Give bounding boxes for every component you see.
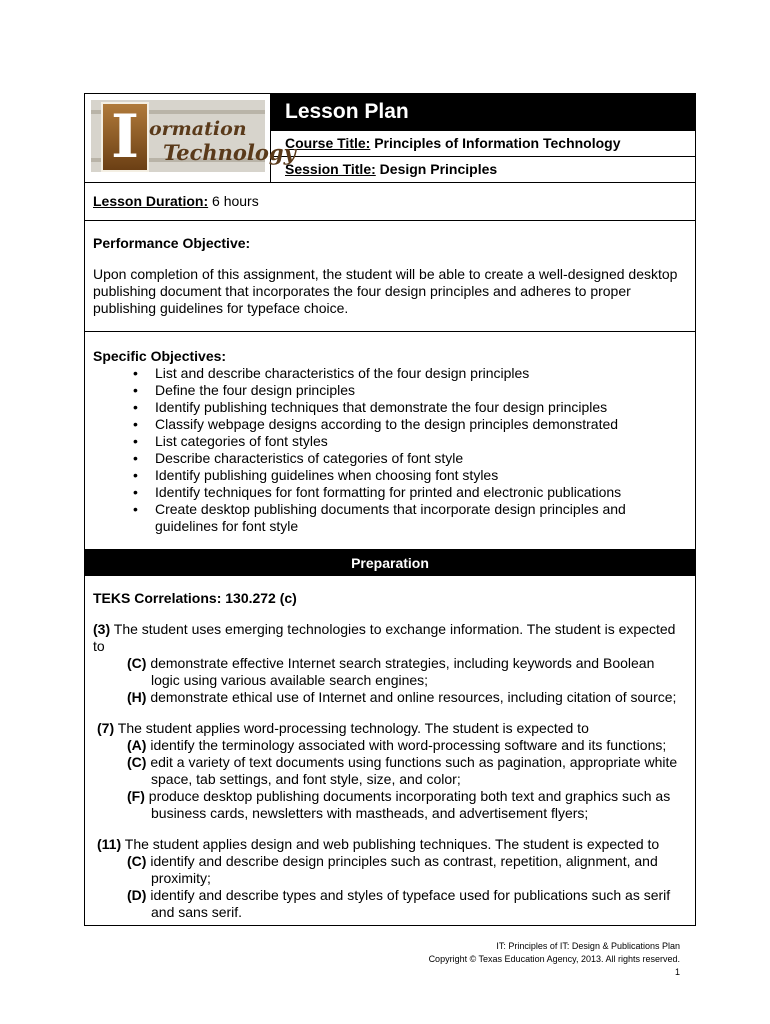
objective-item: • List categories of font styles	[155, 433, 687, 450]
sub-item-text: demonstrate effective Internet search strategies, including keywords and Boolean logic using various available search engines;	[146, 655, 655, 688]
standard-number: (11)	[97, 836, 122, 852]
footer-line-1: IT: Principles of IT: Design & Publications Plan	[496, 941, 680, 951]
footer	[280, 940, 680, 979]
logo-word-2: Technology	[163, 140, 296, 165]
sub-item-text: edit a variety of text documents using functions such as pagination, appropriate white space, tab settings, and font style, size, and color;	[146, 754, 678, 787]
performance-text: Upon completion of this assignment, the student will be able to create a well-designed desktop publishing document that incorporates the four design principles and adheres to proper publishing guidelines for typeface choice.	[93, 266, 678, 316]
session-label: Session Title:	[285, 161, 376, 177]
teks-standards	[93, 621, 687, 921]
standard-sub-item	[93, 689, 687, 706]
session-value: Design Principles	[379, 161, 498, 177]
standard-sub-item	[93, 737, 687, 754]
objective-item: • Classify webpage designs according to the design principles demonstrated	[155, 416, 687, 433]
standard-text: The student applies design and web publishing techniques. The student is expected to	[121, 836, 660, 852]
standard-text: The student uses emerging technologies to exchange information. The student is expected to	[93, 621, 676, 654]
information-technology-logo	[91, 100, 296, 172]
standard-sub-item	[93, 754, 687, 788]
sub-item-text: identify and describe types and styles of typeface used for publications such as serif and sans serif.	[146, 887, 671, 920]
sub-item-text: demonstrate ethical use of Internet and online resources, including citation of source;	[146, 689, 677, 705]
standard-sub-item	[93, 887, 687, 921]
teks-standard	[93, 621, 687, 706]
duration-value: 6 hours	[212, 193, 259, 209]
specific-objectives	[85, 332, 695, 550]
sub-item-letter: (H)	[127, 689, 147, 705]
duration-label: Lesson Duration:	[93, 193, 209, 209]
teks-correlations	[85, 576, 695, 925]
header	[85, 94, 695, 183]
objective-item: • Identify publishing guidelines when choosing font styles	[155, 467, 687, 484]
standard-sub-item	[93, 853, 687, 887]
objective-item: • Create desktop publishing documents that incorporate design principles and guidelines for font style	[155, 501, 687, 535]
logo-cell	[85, 94, 296, 182]
teks-heading: TEKS Correlations: 130.272 (c)	[93, 590, 297, 606]
preparation-bar: Preparation	[85, 550, 695, 576]
objective-item: • Identify publishing techniques that demonstrate the four design principles	[155, 399, 687, 416]
lesson-duration	[85, 183, 695, 221]
logo-letter: I	[101, 102, 149, 172]
sub-item-letter: (F)	[127, 788, 145, 804]
performance-heading: Performance Objective:	[93, 235, 251, 251]
sub-item-letter: (C)	[127, 754, 147, 770]
sub-item-letter: (D)	[127, 887, 147, 903]
lesson-plan-page	[84, 93, 696, 926]
standard-sub-item	[93, 788, 687, 822]
sub-item-text: produce desktop publishing documents incorporating both text and graphics such as business cards, newsletters with mastheads, and advertisement flyers;	[144, 788, 671, 821]
standard-number: (7)	[97, 720, 115, 736]
course-value: Principles of Information Technology	[374, 135, 621, 151]
specific-heading: Specific Objectives:	[93, 348, 227, 364]
sub-item-text: identify the terminology associated with word-processing software and its functions;	[146, 737, 667, 753]
objectives-list	[93, 365, 687, 535]
objective-item: • List and describe characteristics of the four design principles	[155, 365, 687, 382]
course-label: Course Title:	[285, 135, 371, 151]
sub-item-letter: (C)	[127, 655, 147, 671]
sub-item-text: identify and describe design principles such as contrast, repetition, alignment, and proximity;	[146, 853, 658, 886]
standard-text: The student applies word-processing technology. The student is expected to	[114, 720, 589, 736]
course-title	[271, 131, 695, 157]
teks-standard	[93, 720, 687, 822]
standard-sub-item	[93, 655, 687, 689]
standard-number: (3)	[93, 621, 111, 637]
footer-copyright: Copyright © Texas Education Agency, 2013. All rights reserved.	[428, 954, 680, 964]
teks-standard	[93, 836, 687, 921]
sub-item-letter: (C)	[127, 853, 147, 869]
performance-objective	[85, 221, 695, 332]
session-title	[271, 157, 695, 182]
objective-item: • Define the four design principles	[155, 382, 687, 399]
objective-item: • Identify techniques for font formatting for printed and electronic publications	[155, 484, 687, 501]
sub-item-letter: (A)	[127, 737, 147, 753]
objective-item: • Describe characteristics of categories of font style	[155, 450, 687, 467]
logo-word-1: ormation	[149, 118, 247, 140]
page-title: Lesson Plan	[271, 94, 695, 131]
page-number: 1	[674, 967, 680, 977]
